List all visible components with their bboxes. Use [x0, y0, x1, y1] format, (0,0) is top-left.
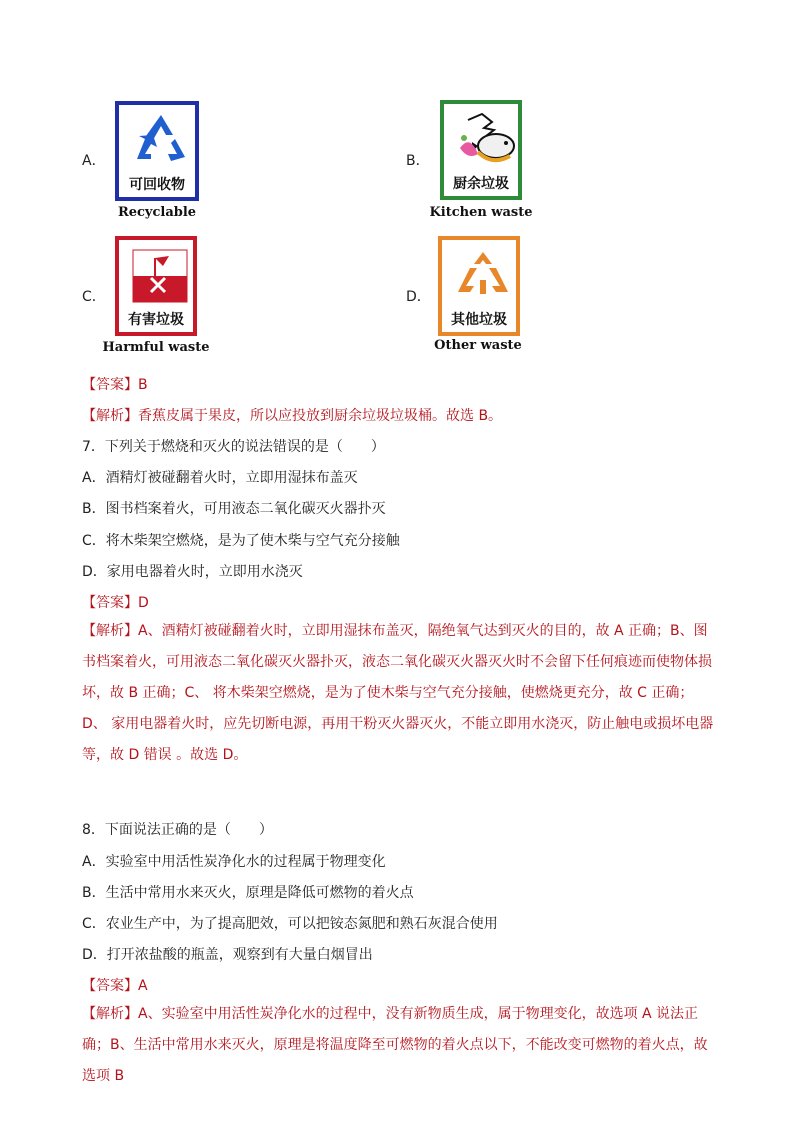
sign-label: 有害垃圾: [128, 312, 184, 328]
option-c-letter: C．: [82, 289, 106, 305]
q7-answer: [82, 592, 149, 612]
explain-text: 香蕉皮属于果皮，所以应投放到厨余垃圾垃圾桶。故选 B。: [138, 408, 503, 424]
option-d-caption: Other waste: [434, 338, 522, 353]
other-waste-sign: [438, 236, 520, 336]
option-c-caption: Harmful waste: [102, 340, 210, 355]
q8-choice-a: A．实验室中用活性炭净化水的过程属于物理变化: [82, 854, 386, 870]
sign-label: 厨余垃圾: [453, 176, 509, 192]
kitchen-waste-sign: [440, 100, 522, 200]
q6-explanation: [82, 405, 502, 425]
option-b-caption: Kitchen waste: [429, 205, 533, 220]
recyclable-sign: [115, 101, 199, 201]
sign-label: 可回收物: [129, 177, 185, 193]
q7-choice-b: B．图书档案着火，可用液态二氧化碳灭火器扑灭: [82, 501, 386, 517]
explain-tag: 【解析】: [82, 408, 138, 424]
answer-tag: 【答案】: [82, 595, 138, 611]
q7-choice-c: C．将木柴架空燃烧，是为了使木柴与空气充分接触: [82, 533, 400, 549]
answer-tag: 【答案】: [82, 978, 138, 994]
option-b-letter: B．: [406, 153, 430, 169]
q8-choice-c: C．农业生产中，为了提高肥效，可以把铵态氮肥和熟石灰混合使用: [82, 916, 498, 932]
answer-value: D: [138, 595, 149, 611]
explain-text: A、实验室中用活性炭净化水的过程中，没有新物质生成，属于物理变化，故选项 A 说法正确；B、生活中常用水来灭火，原理是将温度降至可燃物的着火点以下，不能改变可燃物的着火点，故选项 B: [82, 1006, 708, 1084]
option-d-letter: D．: [406, 289, 431, 305]
recycle-icon: [123, 109, 191, 171]
answer-value: B: [138, 377, 148, 393]
answer-tag: 【答案】: [82, 377, 138, 393]
explain-text: A、酒精灯被碰翻着火时，立即用湿抹布盖灭，隔绝氧气达到灭火的目的，故 A 正确；B、图书档案着火，可用液态二氧化碳灭火器扑灭，液态二氧化碳灭火器灭火时不会留下任何痕迹而使物体损坏，故 B 正确；C、 将木柴架空燃烧，是为了使木柴与空气充分接触，使燃烧更充分，故 C 正确；D、 家用电器着火时，应先切断电源，再用干粉灭火器灭火，不能立即用水浇灭，防止触电或损坏电器等，故 D 错误 。故选 D。: [82, 623, 714, 763]
q8-choice-b: B．生活中常用水来灭火，原理是降低可燃物的着火点: [82, 885, 414, 901]
q8-choice-d: D．打开浓盐酸的瓶盖，观察到有大量白烟冒出: [82, 947, 373, 963]
option-a-caption: Recyclable: [117, 205, 197, 220]
answer-value: A: [138, 978, 148, 994]
option-a-letter: A．: [82, 153, 106, 169]
q8-stem: 8．下面说法正确的是（ ）: [82, 822, 273, 838]
q6-answer: [82, 374, 148, 394]
harmful-waste-sign: [115, 236, 197, 336]
sign-label: 其他垃圾: [451, 312, 507, 328]
q7-choice-d: D．家用电器着火时，立即用水浇灭: [82, 564, 303, 580]
q7-choice-a: A．酒精灯被碰翻着火时，立即用湿抹布盖灭: [82, 470, 358, 486]
food-waste-icon: [448, 108, 514, 170]
q7-stem: 7．下列关于燃烧和灭火的说法错误的是（ ）: [82, 439, 385, 455]
other-waste-icon: [446, 244, 512, 306]
q8-answer: [82, 975, 148, 995]
hazard-icon: [123, 244, 189, 306]
explain-tag: 【解析】: [82, 623, 138, 639]
q7-explanation: [82, 616, 714, 771]
explain-tag: 【解析】: [82, 1006, 138, 1022]
q8-explanation: [82, 999, 714, 1092]
